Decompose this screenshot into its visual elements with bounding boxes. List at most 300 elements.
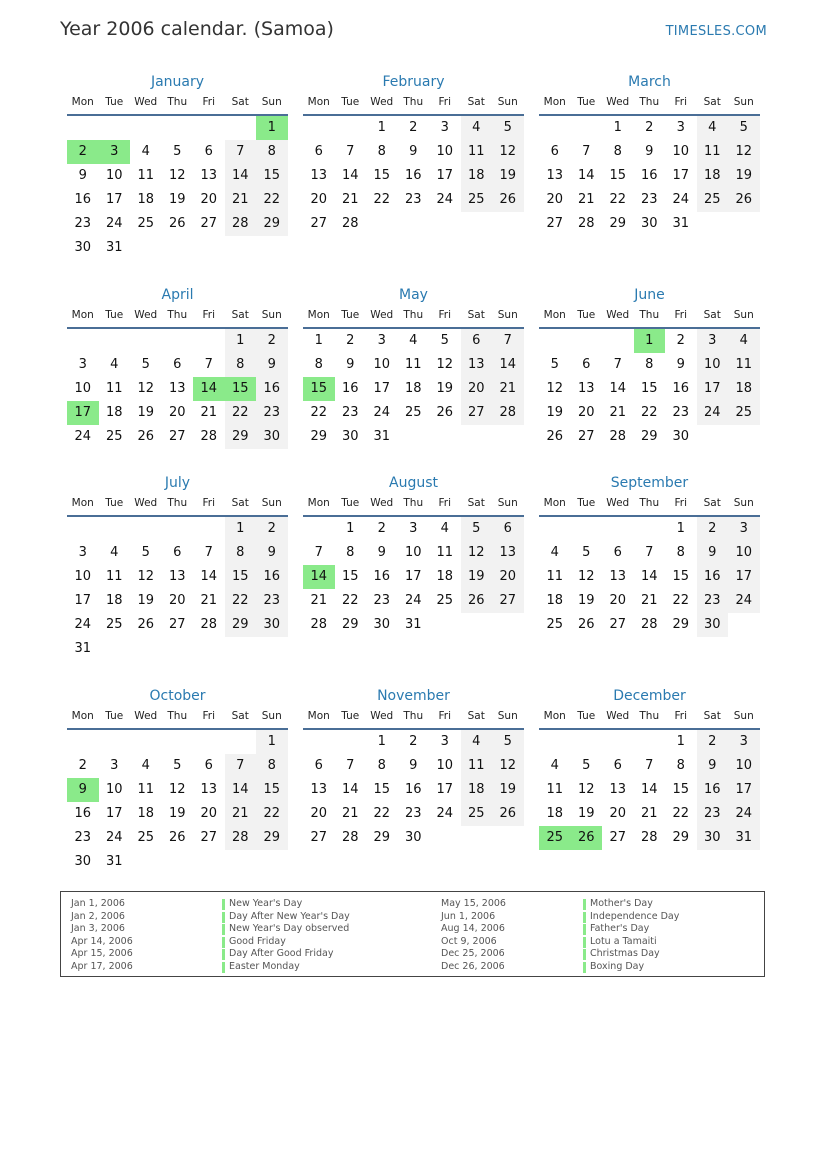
weekday-label: Sun: [261, 96, 282, 108]
weekday-label: Tue: [105, 309, 124, 321]
weekday-header: [303, 305, 524, 329]
legend-holiday-date: Aug 14, 2006: [441, 923, 505, 934]
legend-holiday-date: Dec 25, 2006: [441, 948, 505, 959]
weekday-label: Mon: [543, 96, 566, 108]
day-cell: 10: [697, 353, 729, 377]
day-cell: 30: [74, 240, 92, 255]
weekday-label: Fri: [674, 309, 687, 321]
day-cell: 14: [640, 782, 658, 797]
legend-holiday-name: Boxing Day: [583, 961, 679, 974]
day-cell: 26: [137, 429, 155, 444]
legend-names-left: [222, 898, 350, 973]
weekday-label: Mon: [543, 710, 566, 722]
day-cell: 24: [697, 401, 729, 425]
weekday-label: Sat: [231, 497, 249, 509]
month-name: September: [610, 475, 689, 491]
day-cell: 28: [200, 429, 218, 444]
weekday-label: Mon: [71, 309, 94, 321]
empty-cell: [225, 730, 257, 754]
day-cell: 9: [697, 754, 729, 778]
day-cell: 22: [672, 806, 690, 821]
day-cell: 4: [697, 116, 729, 140]
weekday-label: Tue: [341, 309, 360, 321]
month-name: December: [613, 688, 686, 704]
day-cell: 31: [373, 429, 391, 444]
day-cell: 14: [609, 381, 627, 396]
day-cell: 21: [200, 405, 218, 420]
day-cell: 12: [168, 168, 186, 183]
day-cell: 10: [404, 545, 422, 560]
day-cell: 4: [141, 144, 150, 159]
empty-cell: [602, 517, 634, 541]
day-cell: 8: [346, 545, 355, 560]
day-cell: 7: [225, 140, 257, 164]
day-cell: 17: [404, 569, 422, 584]
empty-cell: [162, 329, 194, 353]
day-cell: 29: [672, 617, 690, 632]
legend-holiday-name: Good Friday: [222, 936, 350, 949]
days-grid: [303, 730, 524, 850]
day-cell: 5: [461, 517, 493, 541]
day-cell: 26: [168, 830, 186, 845]
day-cell: 2: [697, 730, 729, 754]
day-cell: 2: [256, 517, 288, 541]
day-cell: 15: [609, 168, 627, 183]
day-cell: 8: [225, 541, 257, 565]
weekday-label: Wed: [606, 96, 630, 108]
legend-holiday-name: Day After Good Friday: [222, 948, 350, 961]
weekday-label: Thu: [167, 96, 188, 108]
weekday-label: Mon: [307, 309, 330, 321]
weekday-label: Sun: [733, 309, 754, 321]
day-cell: 14: [492, 353, 524, 377]
day-cell: 10: [74, 381, 92, 396]
empty-cell: [539, 329, 571, 353]
weekday-label: Sat: [231, 710, 249, 722]
day-cell: 5: [141, 545, 150, 560]
day-cell: 13: [310, 782, 328, 797]
weekday-label: Mon: [307, 497, 330, 509]
day-cell: 20: [609, 806, 627, 821]
month-march: [539, 72, 760, 236]
month-name: June: [634, 287, 665, 303]
day-cell: 15: [373, 168, 391, 183]
legend-holiday-name: Day After New Year's Day: [222, 911, 350, 924]
day-cell: 23: [404, 806, 422, 821]
empty-cell: [67, 116, 99, 140]
legend-holiday-name: Lotu a Tamaiti: [583, 936, 679, 949]
empty-cell: [67, 517, 99, 541]
day-cell: 12: [492, 754, 524, 778]
day-cell: 26: [461, 589, 493, 613]
weekday-label: Sat: [703, 96, 721, 108]
empty-cell: [571, 116, 603, 140]
day-cell: 13: [168, 381, 186, 396]
weekday-label: Sat: [467, 309, 485, 321]
month-september: [539, 473, 760, 637]
day-cell: 27: [461, 401, 493, 425]
day-cell: 31: [105, 854, 123, 869]
month-name: May: [399, 287, 428, 303]
legend-holiday-date: Apr 14, 2006: [71, 935, 133, 947]
weekday-label: Sat: [703, 710, 721, 722]
day-cell: 10: [672, 144, 690, 159]
day-cell: 19: [577, 593, 595, 608]
weekday-label: Sat: [467, 710, 485, 722]
day-cell: 1: [377, 734, 386, 749]
holiday-day-cell: 9: [67, 778, 99, 802]
days-grid: [539, 517, 760, 637]
day-cell: 20: [200, 192, 218, 207]
weekday-label: Thu: [639, 497, 660, 509]
day-cell: 6: [314, 758, 323, 773]
weekday-label: Wed: [606, 309, 630, 321]
day-cell: 25: [461, 802, 493, 826]
day-cell: 25: [546, 617, 564, 632]
weekday-label: Thu: [639, 96, 660, 108]
day-cell: 4: [110, 545, 119, 560]
day-cell: 9: [409, 758, 418, 773]
day-cell: 3: [440, 734, 449, 749]
day-cell: 13: [609, 569, 627, 584]
day-cell: 2: [78, 758, 87, 773]
day-cell: 7: [613, 357, 622, 372]
day-cell: 14: [225, 164, 257, 188]
day-cell: 25: [436, 593, 454, 608]
day-cell: 8: [676, 758, 685, 773]
day-cell: 3: [728, 517, 760, 541]
weekday-label: Sun: [497, 96, 518, 108]
day-cell: 1: [676, 521, 685, 536]
day-cell: 20: [492, 565, 524, 589]
day-cell: 2: [697, 517, 729, 541]
day-cell: 14: [341, 782, 359, 797]
month-name: October: [149, 688, 206, 704]
day-cell: 27: [609, 617, 627, 632]
day-cell: 22: [373, 806, 391, 821]
day-cell: 17: [436, 782, 454, 797]
day-cell: 20: [310, 192, 328, 207]
legend-holiday-name: Mother's Day: [583, 898, 679, 911]
month-name: July: [164, 475, 191, 491]
day-cell: 26: [436, 405, 454, 420]
day-cell: 7: [582, 144, 591, 159]
weekday-header: [67, 92, 288, 116]
day-cell: 11: [546, 782, 564, 797]
empty-cell: [193, 730, 225, 754]
holiday-legend: [60, 891, 765, 977]
day-cell: 19: [168, 192, 186, 207]
day-cell: 7: [492, 329, 524, 353]
day-cell: 16: [404, 782, 422, 797]
day-cell: 18: [404, 381, 422, 396]
day-cell: 29: [373, 830, 391, 845]
day-cell: 6: [173, 357, 182, 372]
weekday-label: Sun: [497, 309, 518, 321]
day-cell: 1: [256, 730, 288, 754]
day-cell: 11: [461, 754, 493, 778]
day-cell: 18: [105, 593, 123, 608]
day-cell: 31: [728, 826, 760, 850]
day-cell: 11: [546, 569, 564, 584]
day-cell: 24: [105, 830, 123, 845]
holiday-day-cell: 1: [634, 329, 666, 353]
day-cell: 23: [256, 401, 288, 425]
legend-holiday-date: May 15, 2006: [441, 898, 506, 909]
empty-cell: [539, 730, 571, 754]
month-name: April: [161, 287, 194, 303]
days-grid: [303, 517, 524, 637]
day-cell: 5: [582, 758, 591, 773]
day-cell: 14: [341, 168, 359, 183]
holiday-day-cell: 14: [303, 565, 335, 589]
day-cell: 19: [436, 381, 454, 396]
day-cell: 5: [728, 116, 760, 140]
weekday-label: Sat: [231, 96, 249, 108]
weekday-label: Fri: [438, 497, 451, 509]
day-cell: 19: [546, 405, 564, 420]
day-cell: 5: [582, 545, 591, 560]
weekday-label: Sun: [733, 497, 754, 509]
days-grid: [67, 517, 288, 661]
empty-cell: [99, 329, 131, 353]
empty-cell: [162, 730, 194, 754]
weekday-label: Thu: [639, 710, 660, 722]
legend-names-right: [583, 898, 679, 973]
site-link[interactable]: TIMESLES.COM: [665, 24, 767, 39]
weekday-label: Mon: [543, 497, 566, 509]
day-cell: 6: [613, 758, 622, 773]
days-grid: [539, 329, 760, 449]
weekday-label: Wed: [606, 497, 630, 509]
day-cell: 10: [105, 782, 123, 797]
holiday-day-cell: 17: [67, 401, 99, 425]
weekday-label: Fri: [438, 710, 451, 722]
day-cell: 15: [672, 782, 690, 797]
day-cell: 26: [728, 188, 760, 212]
empty-cell: [162, 116, 194, 140]
day-cell: 6: [204, 144, 213, 159]
day-cell: 30: [256, 425, 288, 449]
day-cell: 6: [173, 545, 182, 560]
day-cell: 21: [640, 806, 658, 821]
day-cell: 15: [256, 164, 288, 188]
day-cell: 6: [582, 357, 591, 372]
empty-cell: [193, 329, 225, 353]
day-cell: 4: [461, 116, 493, 140]
weekday-label: Thu: [167, 710, 188, 722]
day-cell: 16: [697, 778, 729, 802]
day-cell: 22: [256, 188, 288, 212]
legend-holiday-date: Jan 1, 2006: [71, 898, 125, 909]
day-cell: 9: [645, 144, 654, 159]
day-cell: 31: [404, 617, 422, 632]
day-cell: 27: [310, 830, 328, 845]
day-cell: 10: [436, 758, 454, 773]
day-cell: 16: [341, 381, 359, 396]
day-cell: 15: [341, 569, 359, 584]
day-cell: 6: [492, 517, 524, 541]
weekday-label: Fri: [674, 710, 687, 722]
day-cell: 17: [105, 192, 123, 207]
day-cell: 27: [168, 429, 186, 444]
holiday-day-cell: 15: [303, 377, 335, 401]
day-cell: 30: [74, 854, 92, 869]
day-cell: 29: [640, 429, 658, 444]
day-cell: 15: [640, 381, 658, 396]
legend-holiday-name: New Year's Day observed: [222, 923, 350, 936]
month-january: [67, 72, 288, 260]
legend-dates-left: [71, 898, 133, 973]
weekday-label: Fri: [202, 96, 215, 108]
day-cell: 27: [200, 216, 218, 231]
day-cell: 26: [168, 216, 186, 231]
day-cell: 21: [609, 405, 627, 420]
holiday-day-cell: 26: [571, 826, 603, 850]
day-cell: 29: [672, 830, 690, 845]
days-grid: [303, 329, 524, 449]
day-cell: 20: [310, 806, 328, 821]
day-cell: 15: [672, 569, 690, 584]
day-cell: 23: [697, 589, 729, 613]
day-cell: 21: [577, 192, 595, 207]
holiday-day-cell: 25: [539, 826, 571, 850]
weekday-label: Mon: [543, 309, 566, 321]
day-cell: 22: [373, 192, 391, 207]
day-cell: 23: [256, 589, 288, 613]
month-name: February: [382, 74, 445, 90]
day-cell: 30: [697, 826, 729, 850]
month-name: November: [377, 688, 450, 704]
day-cell: 27: [577, 429, 595, 444]
day-cell: 18: [728, 377, 760, 401]
day-cell: 9: [256, 353, 288, 377]
day-cell: 22: [225, 401, 257, 425]
day-cell: 9: [346, 357, 355, 372]
empty-cell: [67, 730, 99, 754]
weekday-label: Sat: [703, 309, 721, 321]
days-grid: [67, 116, 288, 260]
day-cell: 23: [640, 192, 658, 207]
day-cell: 18: [105, 405, 123, 420]
day-cell: 7: [204, 545, 213, 560]
empty-cell: [303, 517, 335, 541]
day-cell: 8: [256, 754, 288, 778]
empty-cell: [571, 329, 603, 353]
weekday-label: Thu: [403, 710, 424, 722]
day-cell: 23: [697, 802, 729, 826]
day-cell: 3: [409, 521, 418, 536]
day-cell: 11: [436, 545, 454, 560]
holiday-day-cell: 3: [99, 140, 131, 164]
legend-dates-right: [441, 898, 506, 973]
legend-holiday-name: Independence Day: [583, 911, 679, 924]
weekday-label: Tue: [341, 710, 360, 722]
weekday-label: Tue: [341, 96, 360, 108]
legend-holiday-date: Apr 15, 2006: [71, 948, 133, 959]
day-cell: 19: [728, 164, 760, 188]
month-august: [303, 473, 524, 637]
day-cell: 24: [728, 802, 760, 826]
day-cell: 24: [436, 806, 454, 821]
day-cell: 13: [492, 541, 524, 565]
day-cell: 16: [74, 192, 92, 207]
day-cell: 12: [168, 782, 186, 797]
day-cell: 9: [78, 168, 87, 183]
empty-cell: [130, 730, 162, 754]
day-cell: 1: [225, 329, 257, 353]
day-cell: 27: [310, 216, 328, 231]
day-cell: 7: [346, 758, 355, 773]
day-cell: 28: [577, 216, 595, 231]
weekday-label: Wed: [370, 96, 394, 108]
month-october: [67, 686, 288, 874]
weekday-label: Wed: [370, 710, 394, 722]
empty-cell: [335, 730, 367, 754]
weekday-header: [303, 706, 524, 730]
day-cell: 27: [609, 830, 627, 845]
day-cell: 29: [225, 613, 257, 637]
day-cell: 25: [697, 188, 729, 212]
day-cell: 1: [225, 517, 257, 541]
weekday-label: Wed: [370, 309, 394, 321]
day-cell: 1: [346, 521, 355, 536]
day-cell: 25: [137, 830, 155, 845]
day-cell: 21: [225, 802, 257, 826]
day-cell: 13: [310, 168, 328, 183]
day-cell: 25: [404, 405, 422, 420]
day-cell: 8: [645, 357, 654, 372]
day-cell: 22: [640, 405, 658, 420]
day-cell: 8: [314, 357, 323, 372]
day-cell: 22: [609, 192, 627, 207]
legend-holiday-date: Jun 1, 2006: [441, 910, 496, 922]
day-cell: 30: [697, 613, 729, 637]
empty-cell: [99, 730, 131, 754]
day-cell: 11: [461, 140, 493, 164]
day-cell: 14: [225, 778, 257, 802]
day-cell: 4: [461, 730, 493, 754]
day-cell: 16: [256, 565, 288, 589]
weekday-label: Fri: [674, 96, 687, 108]
weekday-header: [539, 305, 760, 329]
weekday-label: Thu: [639, 309, 660, 321]
day-cell: 13: [168, 569, 186, 584]
day-cell: 12: [546, 381, 564, 396]
day-cell: 2: [645, 120, 654, 135]
day-cell: 13: [200, 168, 218, 183]
empty-cell: [225, 116, 257, 140]
weekday-label: Sat: [467, 497, 485, 509]
weekday-label: Mon: [71, 497, 94, 509]
day-cell: 9: [377, 545, 386, 560]
day-cell: 25: [105, 429, 123, 444]
weekday-label: Tue: [105, 96, 124, 108]
day-cell: 11: [137, 168, 155, 183]
day-cell: 7: [645, 758, 654, 773]
day-cell: 25: [137, 216, 155, 231]
empty-cell: [602, 329, 634, 353]
month-february: [303, 72, 524, 236]
month-june: [539, 285, 760, 449]
day-cell: 3: [676, 120, 685, 135]
day-cell: 28: [640, 830, 658, 845]
day-cell: 8: [256, 140, 288, 164]
day-cell: 29: [310, 429, 328, 444]
day-cell: 18: [461, 164, 493, 188]
day-cell: 7: [314, 545, 323, 560]
days-grid: [539, 730, 760, 850]
